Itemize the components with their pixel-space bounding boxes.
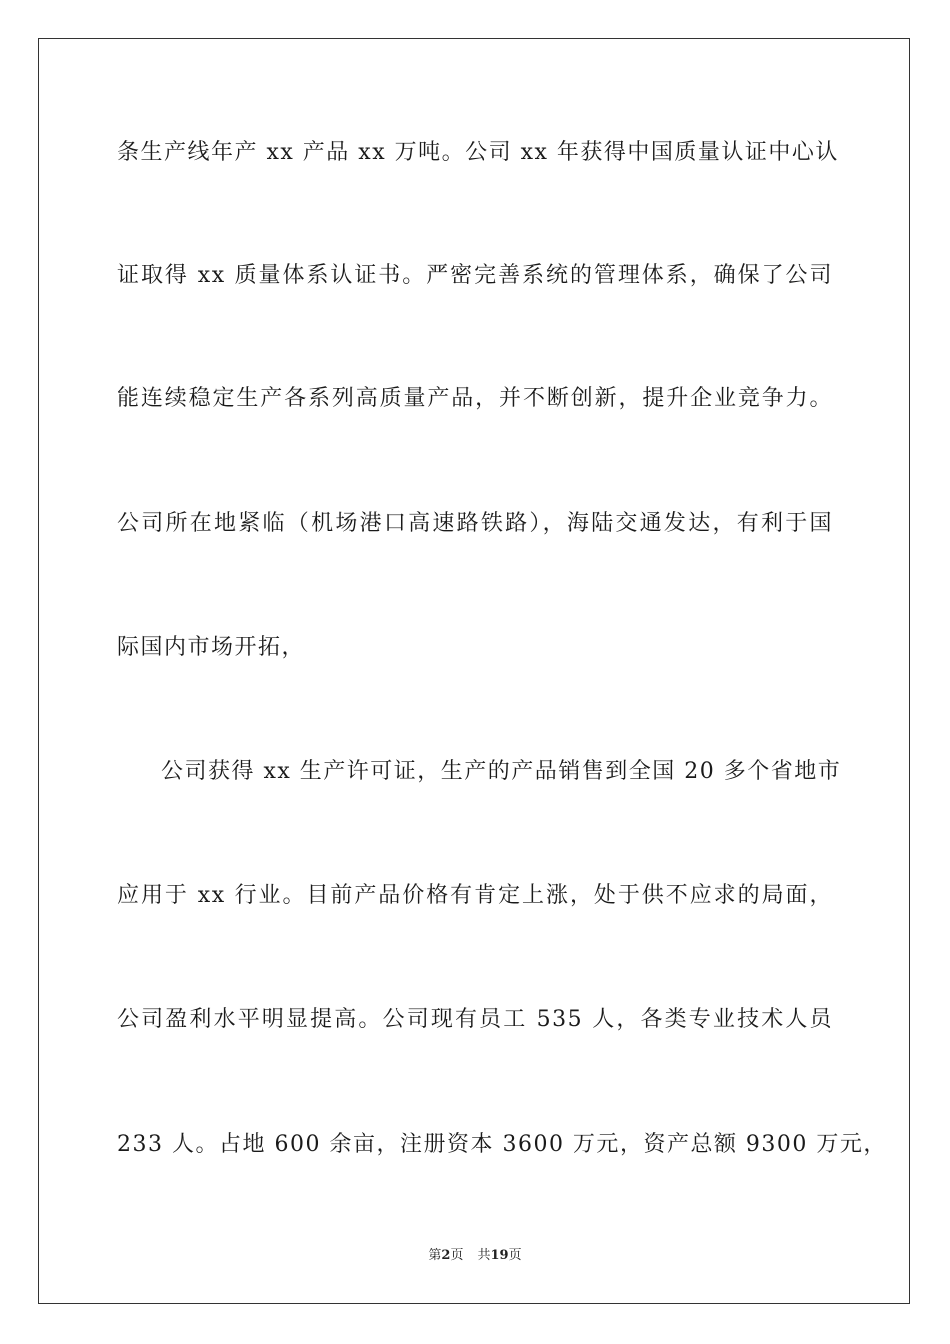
page-footer xyxy=(0,1247,950,1265)
body-text-line-2: 证取得 xx 质量体系认证书。严密完善系统的管理体系，确保了公司 xyxy=(117,263,833,288)
page-border xyxy=(38,38,910,1304)
page-prefix: 第 xyxy=(428,1248,442,1263)
total-pages: 19 xyxy=(490,1248,509,1263)
total-suffix: 页 xyxy=(508,1248,522,1263)
body-text-line-6: 公司获得 xx 生产许可证，生产的产品销售到全国 20 多个省地市 xyxy=(161,759,842,784)
body-text-line-5: 际国内市场开拓， xyxy=(117,635,306,660)
body-text-line-7: 应用于 xx 行业。目前产品价格有肯定上涨，处于供不应求的局面， xyxy=(117,883,833,908)
page-suffix: 页 xyxy=(450,1248,464,1263)
body-text-line-4: 公司所在地紧临（机场港口高速路铁路），海陆交通发达，有利于国 xyxy=(117,511,833,536)
body-text-line-1: 条生产线年产 xx 产品 xx 万吨。公司 xx 年获得中国质量认证中心认 xyxy=(117,140,839,165)
body-text-line-8: 公司盈利水平明显提高。公司现有员工 535 人，各类专业技术人员 xyxy=(117,1007,833,1032)
total-prefix: 共 xyxy=(477,1248,491,1263)
body-text-line-3: 能连续稳定生产各系列高质量产品，并不断创新，提升企业竞争力。 xyxy=(117,386,833,411)
body-text-line-9: 233 人。占地 600 余亩，注册资本 3600 万元，资产总额 9300 万元， xyxy=(117,1132,887,1157)
page-number: 2 xyxy=(441,1248,451,1263)
